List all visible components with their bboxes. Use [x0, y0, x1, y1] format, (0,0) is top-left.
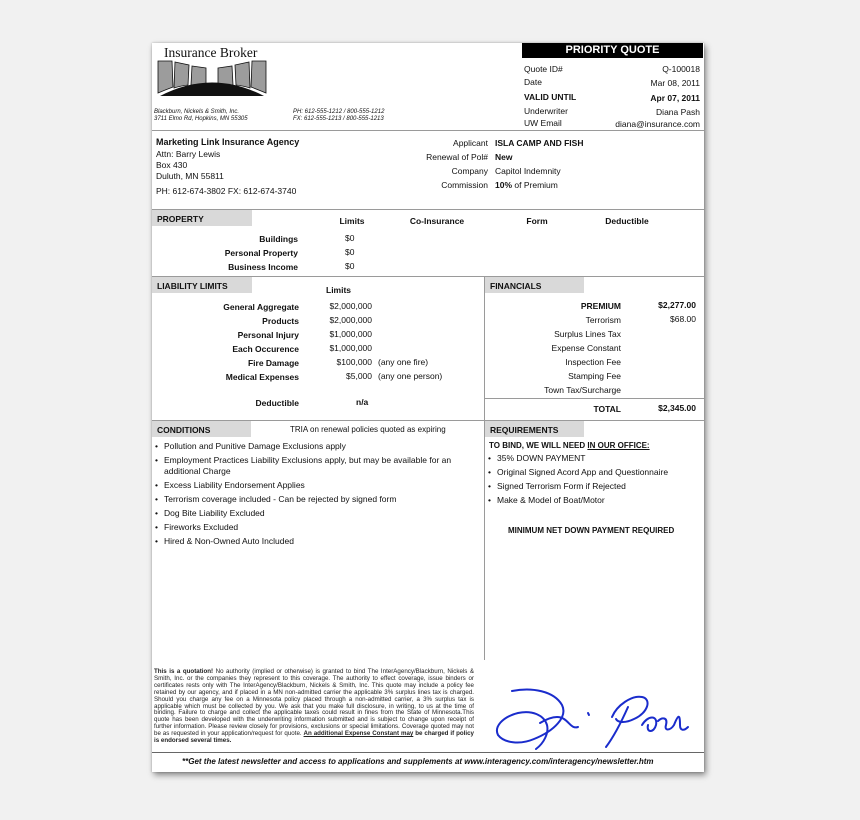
requirements-list [487, 453, 702, 509]
financial-row-label: Surplus Lines Tax [554, 329, 621, 339]
liability-row-label: Products [262, 316, 299, 326]
property-col-form: Form [526, 216, 548, 226]
liability-section-title: LIABILITY LIMITS [152, 277, 252, 293]
liability-row-value: $1,000,000 [329, 343, 372, 353]
liability-limits-header: Limits [326, 285, 352, 295]
liability-row-value: $2,000,000 [329, 315, 372, 325]
renewal-value: New [495, 152, 513, 162]
underwriter-label: Underwriter [524, 106, 568, 116]
property-col-limits: Limits [339, 216, 365, 226]
company-value: Capitol Indemnity [495, 166, 561, 176]
list-item: • Pollution and Punitive Damage Exclusions apply [154, 441, 454, 452]
disclaimer-tail: be charged if policy is endorsed several times. [154, 730, 474, 745]
quote-date-label: Date [524, 77, 542, 87]
requirements-section-title: REQUIREMENTS [485, 421, 584, 437]
financial-row-label: Town Tax/Surcharge [544, 385, 621, 395]
list-item: • Dog Bite Liability Excluded [154, 508, 454, 519]
commission-label: Commission [441, 180, 488, 190]
priority-quote-banner: PRIORITY QUOTE [522, 43, 703, 58]
property-row-limit: $0 [345, 247, 355, 257]
liability-row-note: (any one person) [378, 371, 443, 381]
conditions-section-title: CONDITIONS [152, 421, 251, 437]
valid-until-value: Apr 07, 2011 [650, 93, 700, 103]
underwriter-signature [492, 683, 692, 753]
liability-deductible-value: n/a [356, 397, 369, 407]
quotation-disclaimer [154, 669, 474, 745]
agency-name: Marketing Link Insurance Agency [156, 137, 300, 147]
commission-pct: 10% [495, 180, 513, 190]
quote-date-value: Mar 08, 2011 [650, 78, 700, 88]
uw-email-label: UW Email [524, 118, 562, 128]
liability-row-label: Medical Expenses [225, 372, 299, 382]
disclaimer-tail-underlined: An additional Expense Constant may [303, 730, 414, 738]
broker-phone-line2: FX: 612-555-1213 / 800-555-1213 [293, 116, 384, 122]
company-label: Company [451, 166, 488, 176]
liability-row-value: $100,000 [336, 357, 372, 367]
total-value: $2,345.00 [658, 403, 696, 413]
list-item: • Hired & Non-Owned Auto Included [154, 536, 454, 547]
tria-note: TRIA on renewal policies quoted as expiring [290, 425, 446, 434]
agency-phones: PH: 612-674-3802 FX: 612-674-3740 [156, 186, 297, 196]
liability-row-label: Personal Injury [237, 330, 299, 340]
disclaimer-body: No authority (implied or otherwise) is granted to bind The InterAgency/Blackburn, Nickels & Smith, Inc. or the companies they represent to this coverage. The authority to effect coverage, issue binders or certificates rests only with The InterAgency/Blackburn, Nickels & Smith, Inc. This quote may include a policy fee retained by our agency, and if placed in a MN non-admitted carrier the applicable 3% surplus lines tax is charged. Should you charge any fee on a Minnesota policy placed through a non-admitted carrier, a 3% surplus tax is applicable which must be collected by you. We ask that you make full disclosure, in writing, to us at the time of binding. Failure to charge and collect the applicable taxes could result in fines from the State of Minnesota.This quote has been developed with the underwriting information submitted and is subject to change upon receipt of further information. Please review closely for provisions, exclusions or special limitations. Coverage quoted may not be as requested in your application/request for quote. [154, 668, 474, 738]
financial-row-label: Inspection Fee [565, 357, 621, 367]
requirements-intro [489, 441, 650, 450]
agency-city: Duluth, MN 55811 [156, 171, 224, 181]
commission-suffix: of Premium [514, 180, 558, 190]
property-row-label: Personal Property [224, 248, 298, 258]
requirements-intro-text: TO BIND, WE WILL NEED [489, 441, 588, 450]
list-item: • Make & Model of Boat/Motor [487, 495, 702, 506]
agency-box: Box 430 [156, 160, 188, 170]
list-item: • Employment Practices Liability Exclusions apply, but may be available for an additional Charge [154, 455, 454, 476]
liability-row-label: Fire Damage [247, 358, 299, 368]
broker-logo-icon [156, 59, 268, 97]
liability-row-value: $5,000 [346, 371, 372, 381]
agency-attn: Attn: Barry Lewis [156, 149, 221, 159]
property-row-limit: $0 [345, 233, 355, 243]
quote-id-label: Quote ID# [524, 64, 563, 74]
list-item: • Original Signed Acord App and Questionnaire [487, 467, 702, 478]
conditions-list [154, 441, 454, 550]
requirements-intro-underlined: IN OUR OFFICE: [587, 441, 650, 450]
list-item: • Signed Terrorism Form if Rejected [487, 481, 702, 492]
disclaimer-lead: This is a quotation! [154, 668, 214, 675]
property-col-coinsurance: Co-Insurance [409, 216, 465, 226]
valid-until-label: VALID UNTIL [524, 92, 577, 102]
premium-label: PREMIUM [580, 301, 621, 311]
applicant-value: ISLA CAMP AND FISH [495, 138, 584, 148]
uw-email-value: diana@insurance.com [615, 119, 700, 129]
broker-phone-line1: PH: 612-555-1212 / 800-555-1212 [293, 109, 385, 115]
liability-row-label: General Aggregate [223, 302, 299, 312]
liability-row-value: $1,000,000 [329, 329, 372, 339]
commission-value [495, 180, 558, 190]
total-label: TOTAL [593, 404, 621, 414]
broker-logo-text: Insurance Broker [164, 45, 258, 60]
liability-row-note: (any one fire) [378, 357, 429, 367]
underwriter-value: Diana Pash [656, 107, 700, 117]
liability-row-value: $2,000,000 [329, 301, 372, 311]
applicant-label: Applicant [453, 138, 488, 148]
quote-id-value: Q-100018 [662, 64, 700, 74]
property-col-deductible: Deductible [605, 216, 649, 226]
financials-section-title: FINANCIALS [485, 277, 584, 293]
property-section-title: PROPERTY [152, 210, 252, 226]
liability-row-label: Each Occurence [232, 344, 299, 354]
list-item: • 35% DOWN PAYMENT [487, 453, 702, 464]
financial-row-label: Terrorism [585, 315, 621, 325]
list-item: • Excess Liability Endorsement Applies [154, 480, 454, 491]
broker-address-line1: Blackburn, Nickels & Smith, Inc. [154, 109, 240, 115]
list-item: • Fireworks Excluded [154, 522, 454, 533]
liability-deductible-label: Deductible [255, 398, 299, 408]
newsletter-footer: **Get the latest newsletter and access to applications and supplements at www.interagency.com/interagency/newsletter.htm [182, 757, 654, 766]
renewal-label: Renewal of Pol# [426, 152, 488, 162]
quote-document [152, 43, 704, 772]
broker-address-line2: 3711 Elmo Rd, Hopkins, MN 55305 [154, 116, 248, 122]
financial-row-value: $68.00 [670, 314, 696, 324]
financial-row-label: Stamping Fee [568, 371, 621, 381]
list-item: • Terrorism coverage included - Can be rejected by signed form [154, 494, 454, 505]
property-row-label: Business Income [228, 262, 298, 272]
property-row-limit: $0 [345, 261, 355, 271]
premium-value: $2,277.00 [658, 300, 696, 310]
property-row-label: Buildings [259, 234, 298, 244]
minimum-down-payment-note: MINIMUM NET DOWN PAYMENT REQUIRED [508, 526, 675, 535]
financial-row-label: Expense Constant [551, 343, 621, 353]
